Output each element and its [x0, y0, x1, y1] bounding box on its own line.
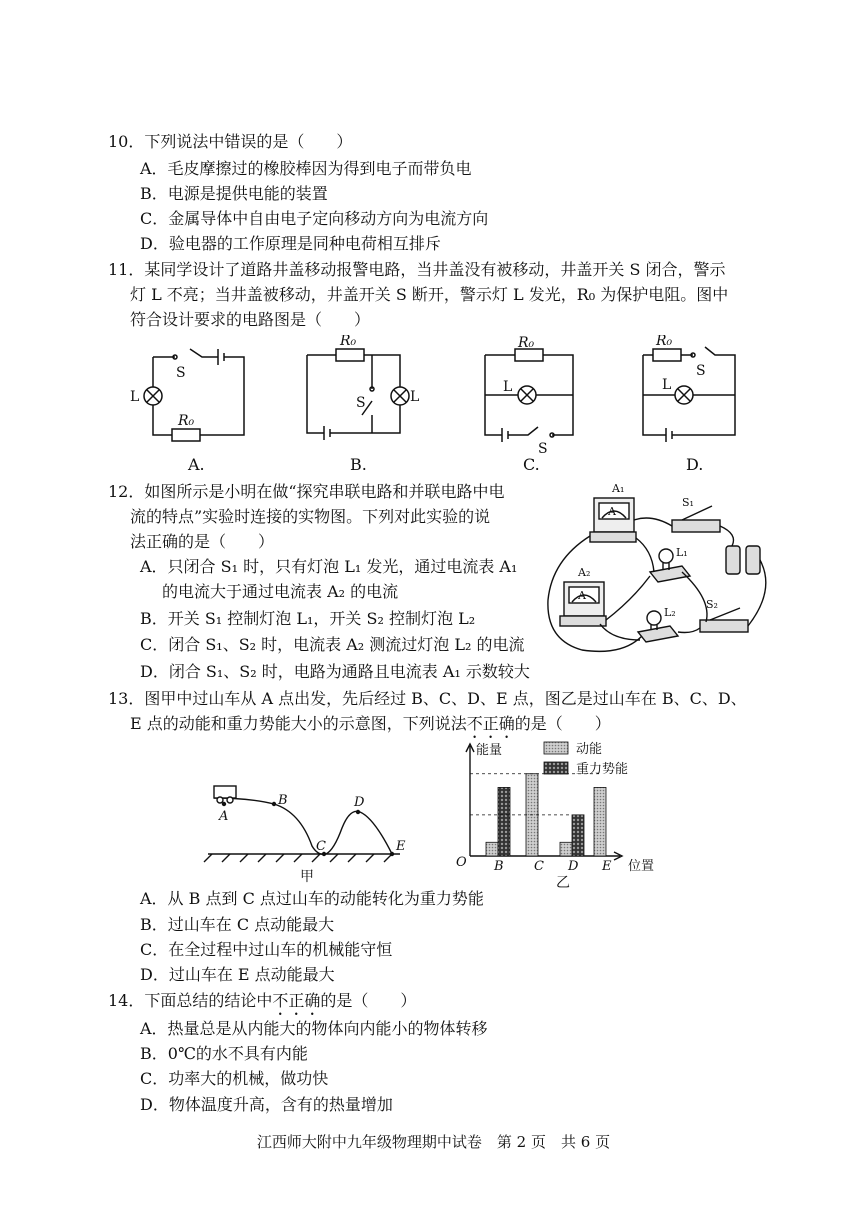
legend-label-potential: 重力势能 [576, 762, 629, 777]
q11-stem-line3: 符合设计要求的电路图是（ ） [130, 310, 371, 329]
q12-label-s1: S₁ [682, 496, 694, 509]
q12-label-l2: L₂ [664, 606, 676, 619]
legend-swatch-potential [544, 762, 568, 774]
circuit-d-label-r0: R₀ [656, 335, 673, 349]
q12-stem-line3: 法正确的是（ ） [130, 532, 275, 551]
page-footer: 江西师大附中九年级物理期中试卷 第 2 页 共 6 页 [256, 1133, 611, 1151]
q14-stem-pre: 14．下面总结的结论中 [108, 991, 273, 1010]
q12-stem-line2: 流的特点”实验时连接的实物图。下列对此实验的说 [130, 507, 491, 526]
circuit-c-choice: C. [523, 455, 540, 474]
q14-option-b: B．0℃的水不具有内能 [140, 1044, 308, 1063]
bar-b-kinetic [486, 842, 498, 856]
q10-stem: 10．下列说法中错误的是（ ） [108, 132, 353, 151]
circuit-c-label-l: L [503, 379, 513, 395]
q12-label-a2: A₂ [578, 566, 591, 579]
tick-label-b: B [494, 859, 504, 874]
tick-label-d: D [568, 859, 579, 874]
q10-option-d: D．验电器的工作原理是同种电荷相互排斥 [140, 234, 441, 253]
q12-meter-a2-face: A [578, 589, 586, 602]
q13-option-c: C．在全过程中过山车的机械能守恒 [140, 940, 393, 959]
q13-option-b: B．过山车在 C 点动能最大 [140, 915, 335, 934]
q12-label-a1: A₁ [612, 482, 625, 495]
q12-option-a: A．只闭合 S₁ 时，只有灯泡 L₁ 发光，通过电流表 A₁ [140, 557, 518, 576]
circuit-a-choice: A. [188, 455, 205, 474]
q12-option-b: B．开关 S₁ 控制灯泡 L₁，开关 S₂ 控制灯泡 L₂ [140, 609, 476, 628]
q11-circuit-diagrams [0, 335, 867, 475]
jia-caption: 甲 [300, 869, 314, 885]
tick-label-e: E [602, 859, 612, 874]
tick-label-c: C [534, 859, 544, 874]
jia-point-e: E [396, 839, 406, 854]
circuit-b-label-s: S [356, 395, 366, 411]
jia-point-b: B [278, 793, 288, 808]
q14-option-c: C．功率大的机械，做功快 [140, 1069, 329, 1088]
q14-stem-emphasis: 不正确 [272, 991, 321, 1010]
circuit-a-label-r0: R₀ [178, 413, 195, 429]
circuit-d-label-s: S [696, 363, 706, 379]
bar-e-kinetic [594, 787, 606, 856]
chart-origin: O [456, 855, 467, 870]
q13-stem-line1: 13．图甲中过山车从 A 点出发，先后经过 B、C、D、E 点，图乙是过山车在 B、C、D、 [108, 689, 747, 708]
q11-stem-line2: 灯 L 不亮；当井盖被移动，井盖开关 S 断开，警示灯 L 发光，R₀ 为保护电阻。图中 [130, 285, 729, 304]
jia-point-d: D [354, 795, 365, 810]
q12-label-l1: L₁ [676, 546, 688, 559]
yi-caption: 乙 [556, 875, 570, 891]
circuit-a-label-s: S [176, 365, 186, 381]
q14-option-d: D．物体温度升高，含有的热量增加 [140, 1095, 393, 1114]
q13-stem-line2-tail: 的是（ ） [514, 714, 611, 733]
q12-option-a-cont: 的电流大于通过电流表 A₂ 的电流 [162, 582, 399, 601]
q12-experiment-figure [542, 480, 782, 660]
q11-stem-line1: 11．某同学设计了道路井盖移动报警电路，当井盖没有被移动，井盖开关 S 闭合，警示 [108, 260, 726, 279]
bar-d-kinetic [560, 842, 572, 856]
circuit-b-label-l: L [410, 389, 420, 405]
q14-option-a: A．热量总是从内能大的物体向内能小的物体转移 [140, 1019, 488, 1038]
q12-stem-line1: 12．如图所示是小明在做“探究串联电路和并联电路中电 [108, 482, 505, 501]
circuit-d-choice: D. [686, 455, 704, 474]
circuit-a-label-l: L [130, 389, 140, 405]
q14-stem-post: 的是（ ） [320, 991, 417, 1010]
legend-label-kinetic: 动能 [576, 742, 603, 757]
q12-option-d: D．闭合 S₁、S₂ 时，电路为通路且电流表 A₁ 示数较大 [140, 662, 530, 681]
q13-stem-emphasis: 不正确 [466, 714, 515, 733]
jia-point-c: C [316, 839, 326, 854]
q12-meter-a1-face: A [608, 505, 616, 518]
chart-ylabel: 能量 [476, 743, 503, 758]
circuit-b-label-r0: R₀ [340, 335, 357, 349]
circuit-c-label-r0: R₀ [518, 335, 535, 351]
q13-option-d: D．过山车在 E 点动能最大 [140, 965, 335, 984]
q13-stem-line2-pre: E 点的动能和重力势能大小的示意图，下列说法 [130, 714, 467, 733]
q10-option-c: C．金属导体中自由电子定向移动方向为电流方向 [140, 209, 489, 228]
circuit-c [485, 349, 573, 442]
chart-xlabel: 位置 [628, 859, 655, 874]
q12-option-c: C．闭合 S₁、S₂ 时，电流表 A₂ 测流过灯泡 L₂ 的电流 [140, 635, 525, 654]
bar-d-potential [572, 815, 584, 856]
bar-b-potential [498, 787, 510, 856]
circuit-d-label-l: L [662, 377, 672, 393]
circuit-b-choice: B. [350, 455, 367, 474]
circuit-c-label-s: S [538, 441, 548, 457]
q14-stem [108, 990, 416, 1019]
q10-option-a: A．毛皮摩擦过的橡胶棒因为得到电子而带负电 [140, 159, 472, 178]
legend-swatch-kinetic [544, 742, 568, 754]
jia-point-a: A [219, 809, 229, 824]
q13-option-a: A．从 B 点到 C 点过山车的动能转化为重力势能 [140, 889, 484, 908]
q10-option-b: B．电源是提供电能的装置 [140, 184, 328, 203]
q12-label-s2: S₂ [706, 598, 718, 611]
circuit-d [643, 347, 735, 442]
